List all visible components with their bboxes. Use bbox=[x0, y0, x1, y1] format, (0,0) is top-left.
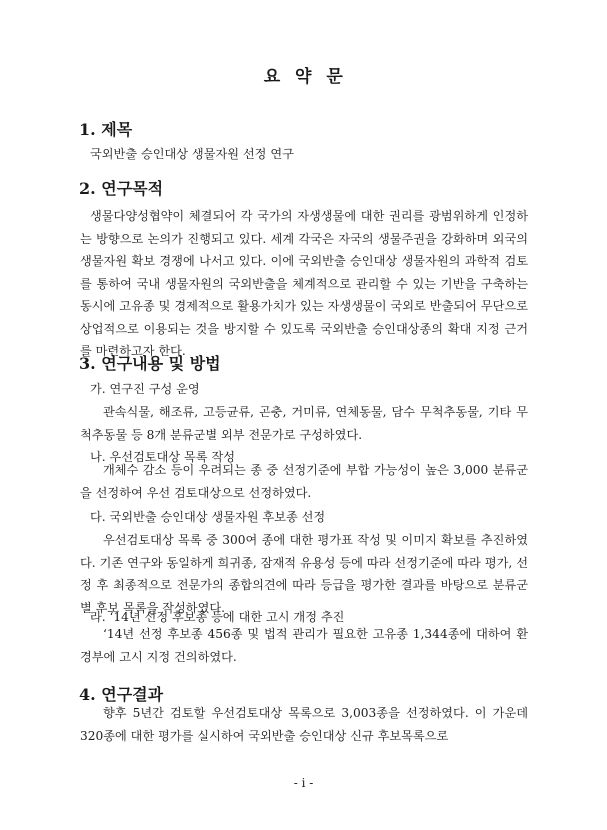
subsection-text-notice-revision: ‘14년 선정 후보종 456종 및 법적 관리가 필요한 고유종 1,344종에 대하여 환경부에 고시 지정 건의하였다. bbox=[80, 627, 528, 664]
subsection-label-candidate-selection: 다. 국외반출 승인대상 생물자원 후보종 선정 bbox=[90, 510, 326, 524]
research-title-text: 국외반출 승인대상 생물자원 선정 연구 bbox=[90, 147, 294, 161]
results-paragraph: 향후 5년간 검토할 우선검토대상 목록으로 3,003종을 선정하였다. 이 가운데 320종에 대한 평가를 실시하여 국외반출 승인대상 신규 후보목록으로 bbox=[80, 706, 528, 743]
section-heading-title: 1. 제목 bbox=[79, 120, 133, 139]
subsection-text-priority-list: 개체수 감소 등이 우려되는 종 중 선정기준에 부합 가능성이 높은 3,000 분류군을 선정하여 우선 검토대상으로 선정하였다. bbox=[80, 463, 528, 500]
subsection-text-team: 관속식물, 해조류, 고등균류, 곤충, 거미류, 연체동물, 담수 무척추동물, 기타 무척추동물 등 8개 분류군별 외부 전문가로 구성하였다. bbox=[80, 405, 528, 442]
purpose-paragraph: 생물다양성협약이 체결되어 각 국가의 자생생물에 대한 권리를 광범위하게 인정하는 방향으로 논의가 진행되고 있다. 세계 각국은 자국의 생물주권을 강화하며 외국의 생물자원 확보 경쟁에 나서고 있다. 이에 국외반출 승인대상 생물자원의 과학적 검토를 통하여 국내 생물자원의 국외반출을 체계적으로 관리할 수 있는 기반을 구축하는 동시에 고유종 및 경제적으로 활용가치가 있는 자생생물이 국외로 반출되어 무단으로 상업적으로 이용되는 것을 방지할 수 있도록 국외반출 승인대상종의 확대 지정 근거를 마련하고자 한다. bbox=[80, 209, 528, 358]
subsection-label-team: 가. 연구진 구성 운영 bbox=[90, 382, 200, 396]
subsection-text-candidate-selection: 우선검토대상 목록 중 300여 종에 대한 평가표 작성 및 이미지 확보를 추진하였다. 기존 연구와 동일하게 희귀종, 잠재적 유용성 등에 따라 선정기준에 따라 평가, 선정 후 최종적으로 전문가의 종합의견에 따라 등급을 평가한 결과를 바탕으로 분류군별 후보 목록을 작성하였다. bbox=[80, 533, 528, 615]
section-heading-methods: 3. 연구내용 및 방법 bbox=[79, 354, 221, 373]
section-heading-results: 4. 연구결과 bbox=[79, 685, 164, 704]
page-title: 요 약 문 bbox=[263, 67, 344, 87]
page-number: - i - bbox=[293, 776, 314, 790]
section-heading-purpose: 2. 연구목적 bbox=[79, 179, 164, 198]
subsection-label-notice-revision: 라. ‘14년 선정 후보종 등에 대한 고시 개정 추진 bbox=[90, 610, 345, 624]
subsection-label-priority-list: 나. 우선검토대상 목록 작성 bbox=[90, 450, 236, 464]
